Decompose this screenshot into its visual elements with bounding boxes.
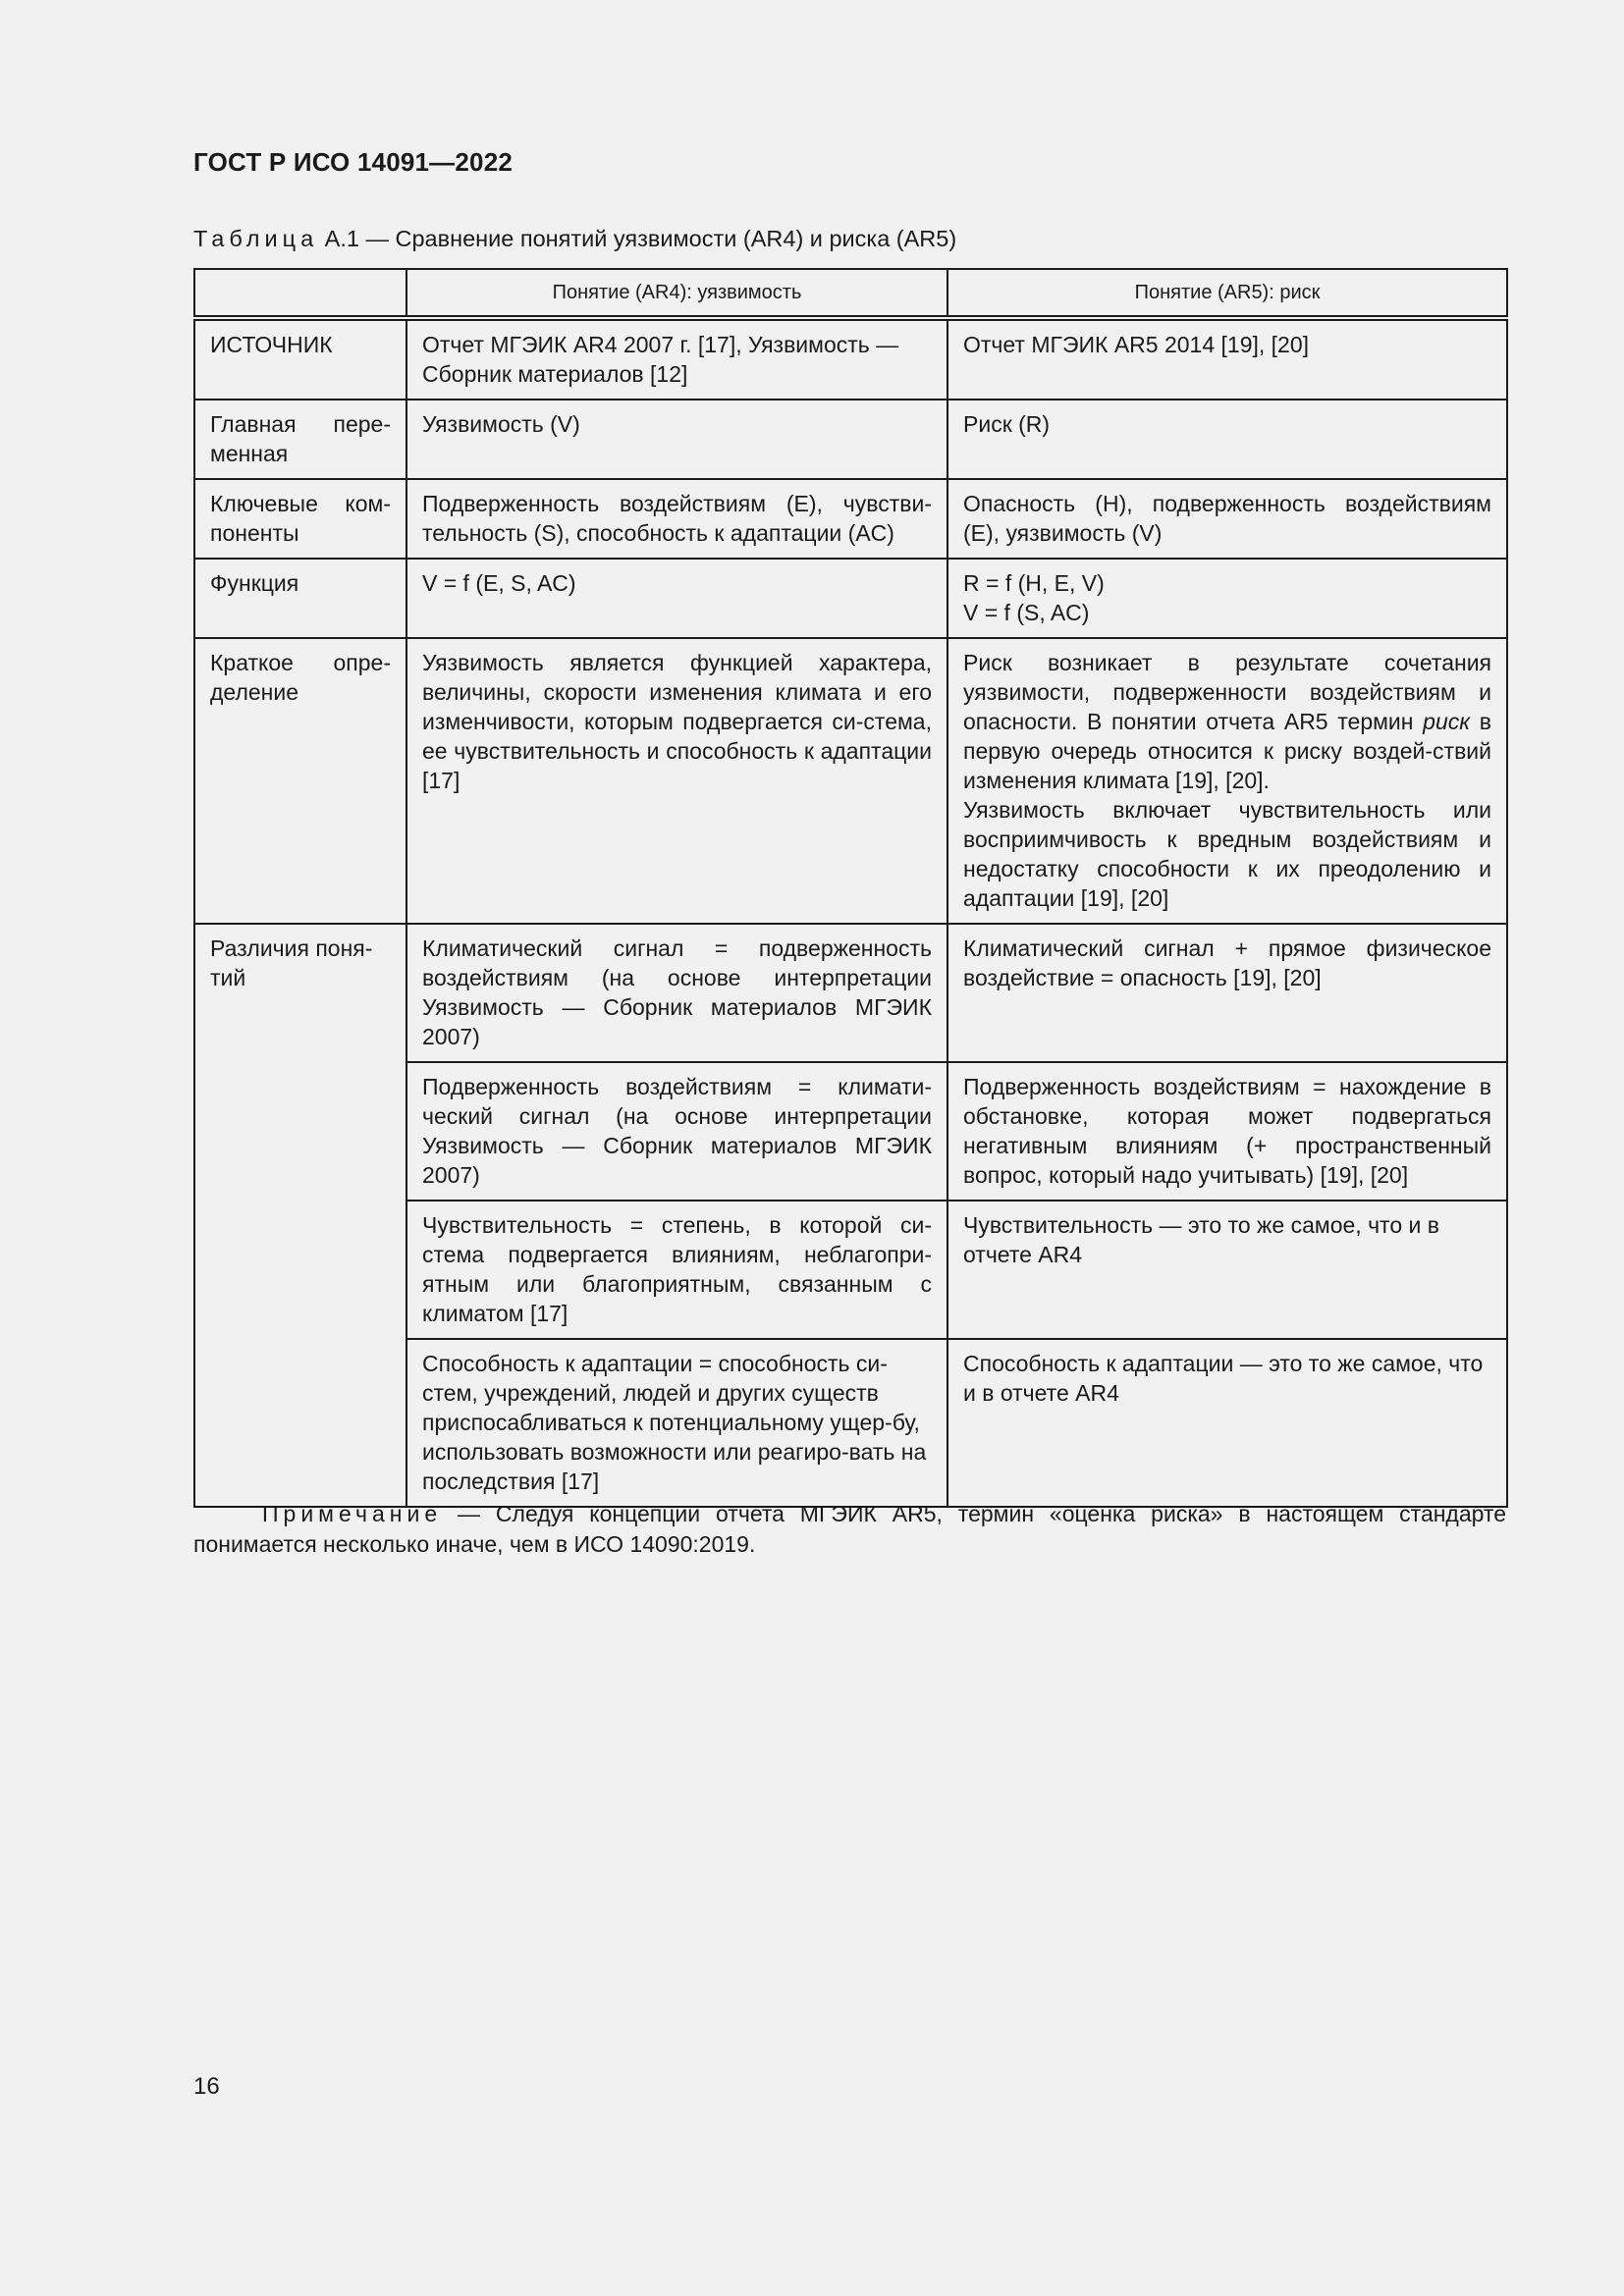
formula-risk: R = f (H, E, V)	[963, 570, 1105, 596]
comparison-table	[193, 268, 1508, 1508]
cell-ar4: V = f (E, S, AC)	[406, 559, 947, 638]
definition-text: в первую очередь относится к риску воздей-ствий изменения климата [19], [20].	[963, 709, 1491, 793]
table-title-text: А.1 — Сравнение понятий уязвимости (AR4) и риска (AR5)	[318, 226, 957, 251]
cell-ar5: Чувствительность — это то же самое, что и в отчете AR4	[947, 1201, 1507, 1339]
table-row	[194, 924, 1507, 1062]
table-row	[194, 318, 1507, 400]
table-row	[194, 638, 1507, 924]
note-text: — Следуя концепции отчета МГЭИК AR5, термин «оценка риска» в настоящем стандарте понимается несколько иначе, чем в ИСО 14090:2019.	[193, 1501, 1506, 1557]
header-ar5-risk: Понятие (AR5): риск	[947, 269, 1507, 318]
definition-paragraph	[963, 648, 1491, 795]
row-label-source: ИСТОЧНИК	[194, 318, 406, 400]
cell-ar5: Подверженность воздействиям = нахождение в обстановке, которая может подвергаться негативным влияниям (+ пространственный вопрос, который надо учитывать) [19], [20]	[947, 1062, 1507, 1201]
cell-ar4: Способность к адаптации = способность си-стем, учреждений, людей и других существ приспосабливаться к потенциальному ущер-бу, использовать возможности или реагиро-вать на последствия [17]	[406, 1339, 947, 1507]
table-row	[194, 479, 1507, 559]
row-label-short-definition: Краткое опре-деление	[194, 638, 406, 924]
cell-ar4: Отчет МГЭИК AR4 2007 г. [17], Уязвимость — Сборник материалов [12]	[406, 318, 947, 400]
document-header: ГОСТ Р ИСО 14091—2022	[193, 147, 514, 177]
cell-ar4: Уязвимость (V)	[406, 400, 947, 479]
page-number: 16	[193, 2073, 220, 2100]
cell-ar4: Климатический сигнал = подверженность воздействиям (на основе интерпретации Уязвимость — Сборник материалов МГЭИК 2007)	[406, 924, 947, 1062]
cell-ar5: Способность к адаптации — это то же самое, что и в отчете AR4	[947, 1339, 1507, 1507]
table-note	[193, 1499, 1506, 1560]
cell-ar4: Уязвимость является функцией характера, величины, скорости изменения климата и его изменчивости, которым подвергается си-стема, ее чувствительность и способность к адаптации [17]	[406, 638, 947, 924]
formula-vulnerability: V = f (S, AC)	[963, 600, 1090, 625]
table-row	[194, 559, 1507, 638]
cell-ar4: Подверженность воздействиям (E), чувстви-тельность (S), способность к адаптации (AC)	[406, 479, 947, 559]
header-empty-cell	[194, 269, 406, 318]
cell-ar5	[947, 638, 1507, 924]
cell-ar5: Риск (R)	[947, 400, 1507, 479]
table-row	[194, 400, 1507, 479]
cell-ar5	[947, 559, 1507, 638]
definition-text: Риск возникает в результате сочетания уязвимости, подверженности воздействиям и опасности. В понятии отчета AR5 термин	[963, 650, 1491, 734]
header-ar4-vulnerability: Понятие (AR4): уязвимость	[406, 269, 947, 318]
row-label-main-variable: Главная пере-менная	[194, 400, 406, 479]
cell-ar4: Чувствительность = степень, в которой си-стема подвергается влияниям, неблагопри-ятным или благоприятным, связанным с климатом [17]	[406, 1201, 947, 1339]
definition-paragraph: Уязвимость включает чувствительность или восприимчивость к вредным воздействиям и недостатку способности к их преодолению и адаптации [19], [20]	[963, 797, 1491, 911]
cell-ar4: Подверженность воздействиям = климати-ческий сигнал (на основе интерпретации Уязвимость — Сборник материалов МГЭИК 2007)	[406, 1062, 947, 1201]
italic-term: риск	[1423, 709, 1471, 734]
note-label: Примечание	[262, 1501, 443, 1526]
row-label-key-components: Ключевые ком-поненты	[194, 479, 406, 559]
cell-ar5: Климатический сигнал + прямое физическое воздействие = опасность [19], [20]	[947, 924, 1507, 1062]
row-label-function: Функция	[194, 559, 406, 638]
table-title-label: Таблица	[193, 226, 319, 251]
table-title	[193, 226, 956, 252]
cell-ar5: Опасность (H), подверженность воздействиям (E), уязвимость (V)	[947, 479, 1507, 559]
cell-ar5: Отчет МГЭИК AR5 2014 [19], [20]	[947, 318, 1507, 400]
row-label-differences: Различия поня-тий	[194, 924, 406, 1507]
table-header-row	[194, 269, 1507, 318]
